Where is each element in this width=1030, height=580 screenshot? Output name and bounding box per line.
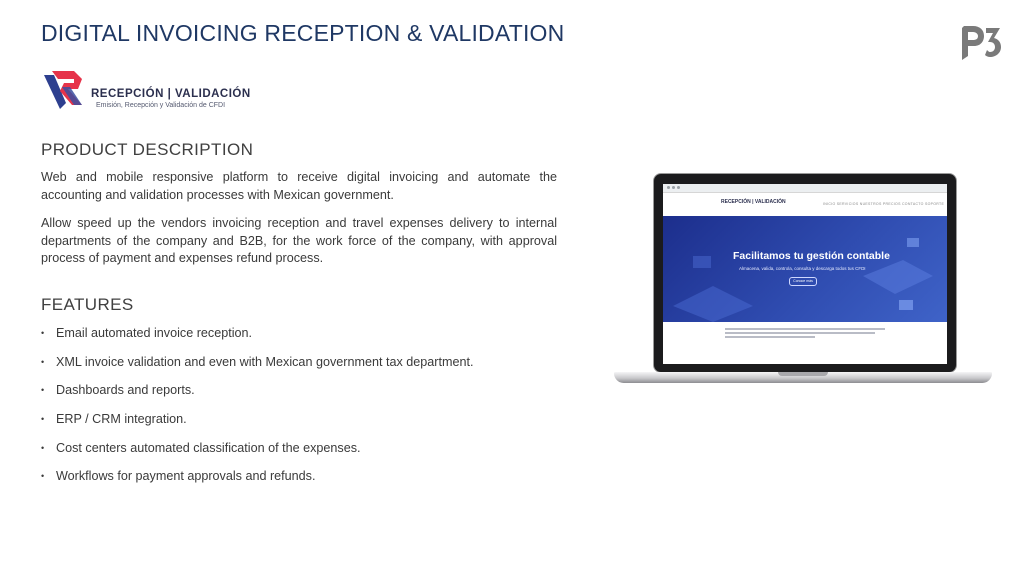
feature-text: XML invoice validation and even with Mexican government tax department.	[56, 354, 474, 369]
browser-dot-icon	[667, 186, 670, 189]
product-name: RECEPCIÓN | VALIDACIÓN	[91, 88, 251, 100]
bullet-icon: •	[41, 356, 45, 367]
browser-dot-icon	[677, 186, 680, 189]
site-body	[663, 322, 947, 364]
feature-text: ERP / CRM integration.	[56, 412, 187, 427]
feature-text: Workflows for payment approvals and refunds.	[56, 469, 316, 484]
laptop-notch	[778, 372, 828, 376]
text-line	[725, 328, 885, 330]
recepcion-validacion-logo-icon	[44, 69, 88, 109]
list-item	[41, 325, 473, 354]
list-item	[41, 468, 473, 497]
site-nav	[663, 193, 947, 217]
product-tagline: Emisión, Recepción y Validación de CFDI	[96, 102, 226, 109]
browser-bar	[663, 184, 947, 193]
text-line	[725, 332, 875, 334]
list-item	[41, 382, 473, 411]
bullet-icon: •	[41, 471, 45, 482]
description-paragraph-1: Web and mobile responsive platform to receive digital invoicing and automate the accounting and validation processes with Mexican government.	[41, 170, 557, 202]
feature-text: Cost centers automated classification of the expenses.	[56, 440, 361, 455]
site-hero	[663, 216, 947, 322]
browser-dot-icon	[672, 186, 675, 189]
bullet-icon: •	[41, 414, 45, 425]
list-item	[41, 411, 473, 440]
laptop-screen	[663, 184, 947, 364]
hero-button: Conoce más	[789, 277, 817, 286]
description-paragraph-2: Allow speed up the vendors invoicing reception and travel expenses delivery to internal departments of the company and B2B, for the work force of the company, with approval process of payment and expenses refund process.	[41, 216, 557, 265]
feature-text: Dashboards and reports.	[56, 383, 195, 398]
list-item	[41, 440, 473, 469]
laptop-mockup	[612, 170, 996, 392]
slide-title: DIGITAL INVOICING RECEPTION & VALIDATION	[41, 20, 565, 46]
text-line	[725, 336, 815, 338]
laptop-base	[614, 372, 992, 383]
features-list	[41, 325, 473, 497]
site-nav-items: INICIO SERVICIOS NUESTROS PRECIOS CONTACTO SOPORTE	[823, 202, 945, 206]
product-description-heading: PRODUCT DESCRIPTION	[41, 140, 254, 159]
product-logo	[44, 67, 254, 113]
bullet-icon: •	[41, 442, 45, 453]
hero-title: Facilitamos tu gestión contable	[733, 250, 890, 262]
features-heading: FEATURES	[41, 295, 134, 314]
bullet-icon: •	[41, 328, 45, 338]
bullet-icon: •	[41, 385, 45, 396]
site-logo: RECEPCIÓN | VALIDACIÓN	[721, 199, 786, 205]
list-item	[41, 354, 473, 383]
laptop-lid	[653, 173, 957, 373]
hero-subtitle: Almacena, valida, controla, consulta y descarga todos tus CFDI	[739, 266, 866, 271]
feature-text: Email automated invoice reception.	[56, 326, 253, 340]
p3-logo-icon	[958, 22, 1004, 64]
